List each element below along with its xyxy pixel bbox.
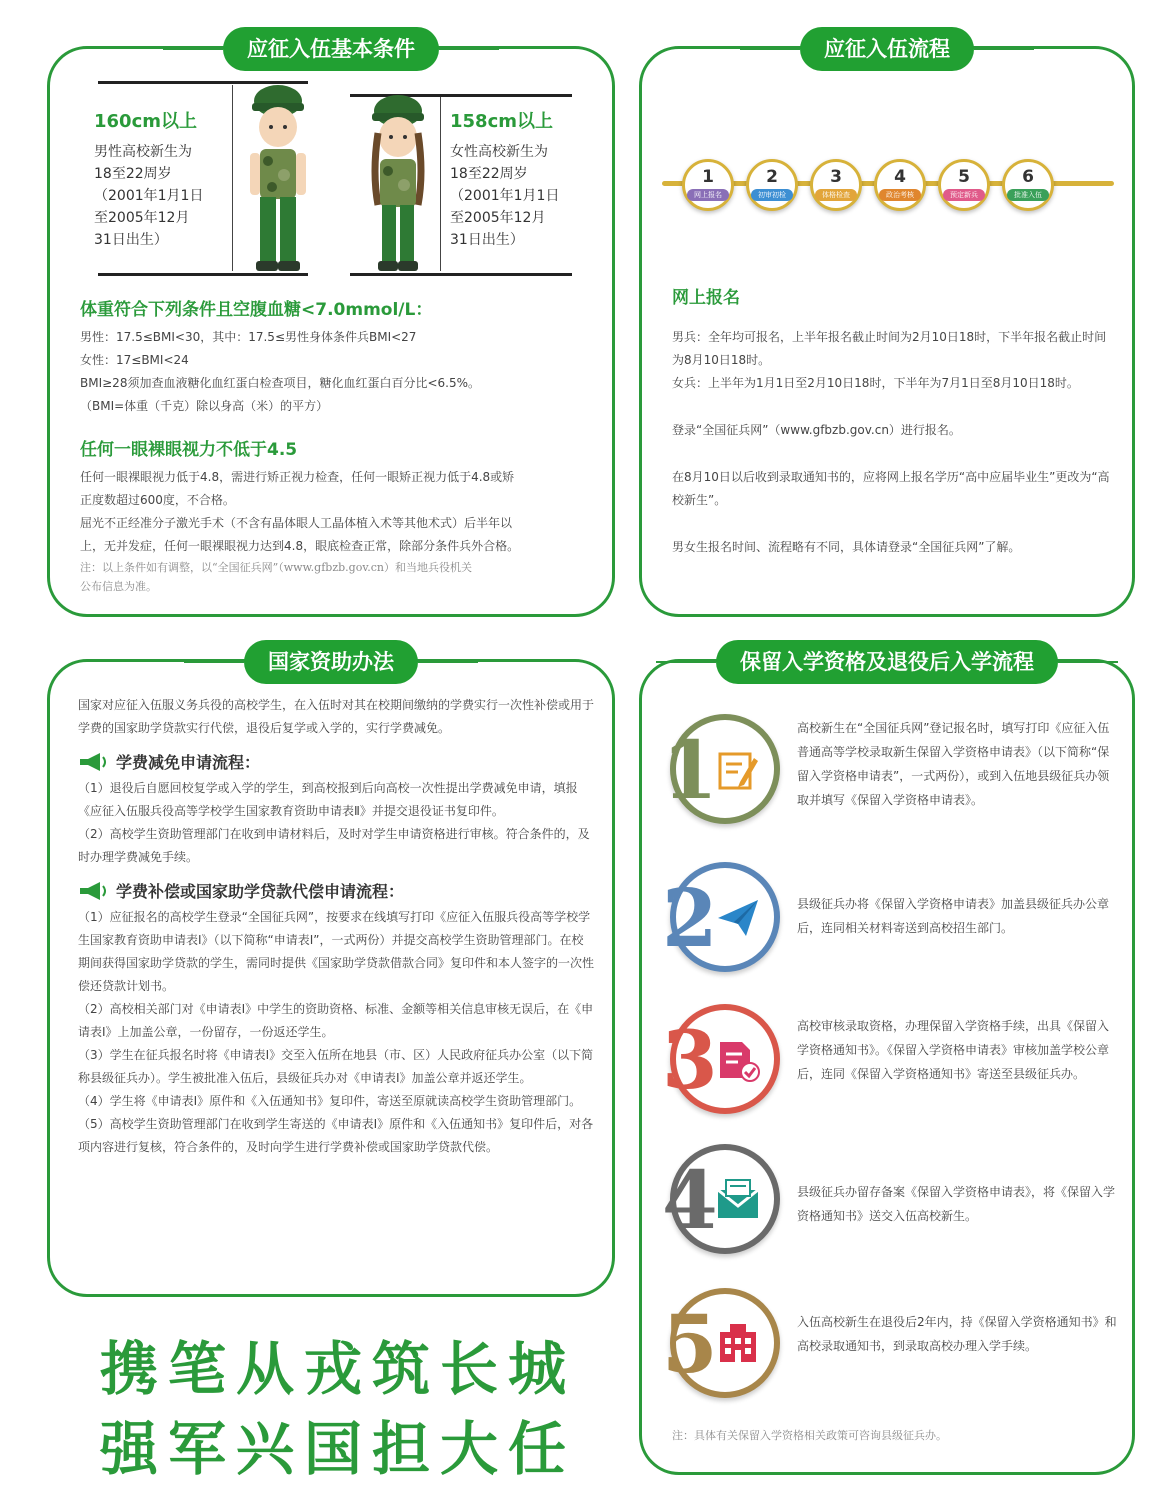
female-line: 18至22周岁 (450, 166, 528, 182)
retain-step-text: 县级征兵办将《保留入学资格申请表》加盖县级征兵办公章后，连同相关材料寄送到高校招生部门。 (797, 897, 1110, 935)
compensation-heading: 学费补偿或国家助学贷款代偿申请流程： (116, 882, 405, 901)
reduction-heading-row (78, 750, 594, 773)
process-step-label: 网上报名 (687, 189, 729, 201)
vision-line: 任何一眼裸眼视力低于4.8，需进行矫正视力检查，任何一眼矫正视力低于4.8或矫 (80, 470, 515, 484)
process-step (682, 159, 734, 211)
megaphone-icon (78, 880, 108, 902)
retain-step-text: 高校审核录取资格，办理保留入学资格手续，出具《保留入学资格通知书》。《保留入学资格申请表》审核加盖学校公章后，连同《保留入学资格通知书》寄送至县级征兵办。 (797, 1019, 1110, 1081)
retain-note: 注：具体有关保留入学资格相关政策可咨询县级征兵办。 (672, 1429, 947, 1442)
vision-line: 正度数超过600度，不合格。 (80, 493, 235, 507)
female-height-block (450, 111, 559, 251)
online-registration-section (672, 283, 1112, 559)
step-number: 3 (662, 1013, 718, 1107)
compensation-item: （1）应征报名的高校学生登录“全国征兵网”，按要求在线填写打印《应征入伍服兵役高等学校学生国家教育资助申请表Ⅰ》（以下简称“申请表Ⅰ”，一式两份）并提交高校学生资助管理部门。在校期间获得国家助学贷款的学生，需同时提供《国家助学贷款借款合同》复印件和本人签字的一次性偿还贷款计划书。 (78, 910, 595, 993)
step-number: 4 (662, 1153, 718, 1247)
process-step-number: 4 (894, 167, 906, 187)
process-step-label: 体格检查 (815, 189, 857, 201)
weight-line: BMI≥28须加查血液糖化血红蛋白检查项目，糖化血红蛋白百分比<6.5%。 (80, 376, 480, 390)
reduction-item: （2）高校学生资助管理部门在收到申请材料后，及时对学生申请资格进行审核。符合条件的，及时办理学费减免手续。 (78, 827, 590, 864)
female-line: （2001年1月1日 (450, 188, 560, 204)
retain-step-2 (662, 862, 780, 980)
compensation-item: （3）学生在征兵报名时将《申请表Ⅰ》交至入伍所在地县（市、区）人民政府征兵办公室（以下简称县级征兵办）。学生被批准入伍后，县级征兵办对《申请表Ⅰ》加盖公章并返还学生。 (78, 1048, 594, 1085)
retain-step-text: 县级征兵办留存备案《保留入学资格申请表》，将《保留入学资格通知书》送交入伍高校新生。 (797, 1185, 1116, 1223)
compensation-item: （2）高校相关部门对《申请表Ⅰ》中学生的资助资格、标准、金额等相关信息审核无误后，在《申请表Ⅰ》上加盖公章，一份留存，一份返还学生。 (78, 1002, 594, 1039)
vision-heading: 任何一眼裸眼视力不低于4.5 (80, 440, 298, 460)
retain-enrollment-title: 保留入学资格及退役后入学流程 (716, 640, 1058, 684)
process-step (874, 159, 926, 211)
building-icon (716, 1322, 760, 1366)
retain-step-3 (662, 1004, 780, 1122)
female-height: 158cm以上 (450, 111, 553, 132)
male-height-block (94, 111, 203, 251)
process-step (746, 159, 798, 211)
compensation-item: （5）高校学生资助管理部门在收到学生寄送的《申请表Ⅰ》原件和《入伍通知书》复印件后，对各项内容进行复核，符合条件的，及时向学生进行学费补偿或国家助学贷款代偿。 (78, 1117, 594, 1154)
process-paragraph: 在8月10日以后收到录取通知书的，应将网上报名学历“高中应届毕业生”更改为“高校新生”。 (672, 470, 1110, 507)
process-paragraph: 登录“全国征兵网”（www.gfbzb.gov.cn）进行报名。 (672, 423, 961, 437)
weight-heading: 体重符合下列条件且空腹血糖<7.0mmol/L： (80, 300, 433, 320)
process-step-number: 3 (830, 167, 842, 187)
slogan-line-2: 强军兴国担大任 (100, 1415, 577, 1483)
basic-conditions-panel (47, 37, 615, 617)
retain-step-text: 高校新生在“全国征兵网”登记报名时，填写打印《应征入伍普通高等学校录取新生保留入学资格申请表》（以下简称“保留入学资格申请表”，一式两份），或到入伍地县级征兵办领取并填写《保留入学资格申请表》。 (797, 721, 1110, 807)
process-step (1002, 159, 1054, 211)
national-aid-title: 国家资助办法 (244, 640, 418, 684)
approved-document-icon (716, 1038, 760, 1082)
female-line: 至2005年12月 (450, 210, 546, 226)
online-heading: 网上报名 (672, 288, 740, 308)
aid-content (78, 694, 594, 1159)
slogan-line-1: 携笔从戎筑长城 (100, 1335, 577, 1403)
retain-enrollment-panel (639, 650, 1135, 1475)
male-soldier-illustration (238, 83, 318, 275)
process-step-label: 政治考核 (879, 189, 921, 201)
retain-step-text: 入伍高校新生在退役后2年内，持《保留入学资格通知书》和高校录取通知书，到录取高校办理入学手续。 (797, 1315, 1117, 1353)
megaphone-icon (78, 751, 108, 773)
compensation-item: （4）学生将《申请表Ⅰ》原件和《入伍通知书》复印件，寄送至原就读高校学生资助管理部门。 (78, 1094, 582, 1108)
weight-line: 男性：17.5≤BMI<30，其中：17.5≤男性身体条件兵BMI<27 (80, 330, 417, 344)
female-line: 31日出生） (450, 232, 524, 248)
male-line: 31日出生） (94, 232, 168, 248)
vision-line: 屈光不正经准分子激光手术（不含有晶体眼人工晶体植入术等其他术式）后半年以 (80, 516, 513, 530)
process-step-label: 初审初检 (751, 189, 793, 201)
enlist-process-panel (639, 37, 1135, 617)
retain-step-4 (662, 1144, 780, 1262)
vision-section (80, 435, 600, 596)
aid-intro: 国家对应征入伍服义务兵役的高校学生，在入伍时对其在校期间缴纳的学费实行一次性补偿或用于学费的国家助学贷款实行代偿，退役后复学或入学的，实行学费减免。 (78, 698, 595, 735)
height-arrow-female (440, 97, 441, 271)
male-line: 男性高校新生为 (94, 144, 192, 160)
process-step (938, 159, 990, 211)
basic-note: 公布信息为准。 (80, 580, 157, 593)
process-step-number: 5 (958, 167, 970, 187)
process-step-number: 1 (702, 167, 714, 187)
weight-section (80, 295, 600, 418)
basic-conditions-title: 应征入伍基本条件 (223, 27, 439, 71)
male-line: （2001年1月1日 (94, 188, 204, 204)
enlist-process-title: 应征入伍流程 (800, 27, 974, 71)
process-paragraph: 男兵：全年均可报名，上半年报名截止时间为2月10日18时，下半年报名截止时间为8月10日18时。 (672, 330, 1107, 367)
height-arrow-male (232, 85, 233, 271)
process-step (810, 159, 862, 211)
envelope-icon (716, 1178, 760, 1222)
step-number: 5 (662, 1297, 718, 1391)
process-step-number: 6 (1022, 167, 1034, 187)
female-line: 女性高校新生为 (450, 144, 548, 160)
process-step-label: 预定新兵 (943, 189, 985, 201)
weight-line: （BMI=体重（千克）除以身高（米）的平方） (80, 399, 329, 413)
process-paragraph: 女兵：上半年为1月1日至2月10日18时，下半年为7月1日至8月10日18时。 (672, 376, 1079, 390)
male-line: 18至22周岁 (94, 166, 172, 182)
male-height: 160cm以上 (94, 111, 197, 132)
weight-line: 女性：17≤BMI<24 (80, 353, 189, 367)
process-paragraph: 男女生报名时间、流程略有不同，具体请登录“全国征兵网”了解。 (672, 540, 1021, 554)
process-step-number: 2 (766, 167, 778, 187)
basic-note: 注：以上条件如有调整，以“全国征兵网”（www.gfbzb.gov.cn）和当地兵役机关 (80, 561, 472, 574)
male-line: 至2005年12月 (94, 210, 190, 226)
step-number: 1 (662, 723, 718, 817)
reduction-item: （1）退役后自愿回校复学或入学的学生，到高校报到后向高校一次性提出学费减免申请，填报《应征入伍服兵役高等学校学生国家教育资助申请表Ⅱ》并提交退役证书复印件。 (78, 781, 578, 818)
retain-step-1 (662, 714, 780, 832)
reduction-heading: 学费减免申请流程： (116, 753, 261, 772)
process-step-label: 批准入伍 (1007, 189, 1049, 201)
step-number: 2 (662, 871, 718, 965)
edit-form-icon (716, 748, 760, 792)
national-aid-panel (47, 650, 615, 1297)
female-soldier-illustration (358, 93, 438, 275)
vision-line: 上，无并发症，任何一眼裸眼视力达到4.8，眼底检查正常，除部分条件兵外合格。 (80, 539, 520, 553)
compensation-heading-row (78, 879, 594, 902)
paper-plane-icon (716, 896, 760, 940)
retain-step-5 (662, 1288, 780, 1406)
